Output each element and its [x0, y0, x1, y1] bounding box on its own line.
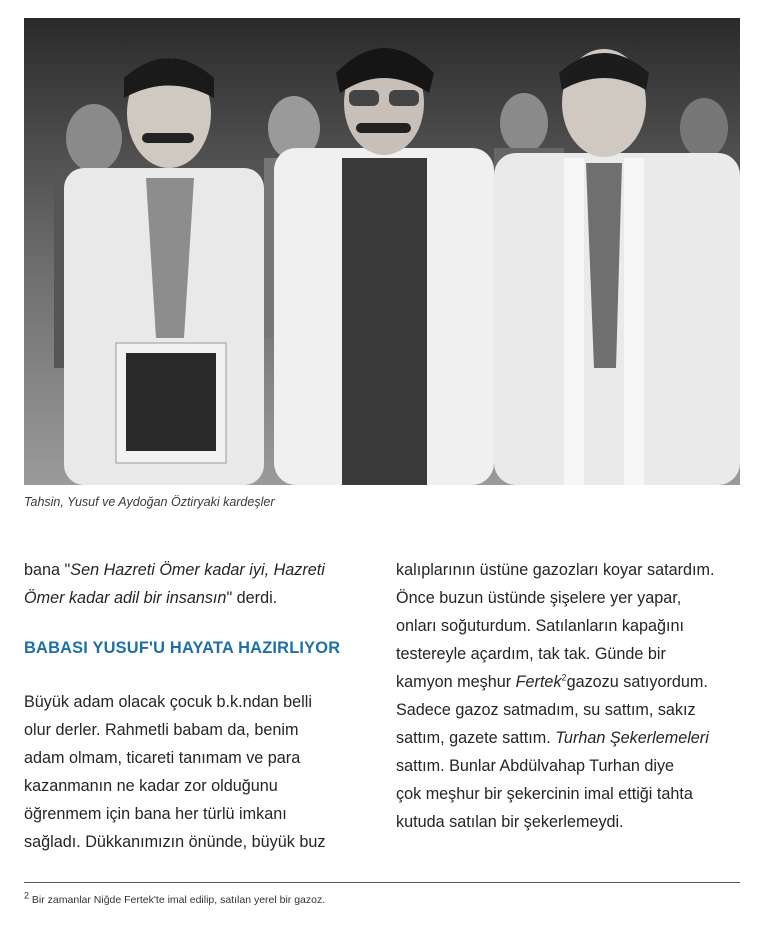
intro-paragraph [24, 556, 364, 612]
body-line [396, 808, 736, 836]
intro-line [24, 556, 364, 584]
italic-run: Ömer kadar adil bir insansın [24, 589, 227, 607]
footnote-ref: 2 [561, 672, 567, 683]
text-run: kamyon meşhur [396, 673, 516, 691]
body-line [396, 584, 736, 612]
left-column [24, 556, 364, 856]
intro-line [24, 584, 364, 612]
body-line [396, 612, 736, 640]
text-run: kalıplarının üstüne gazozları koyar satardım. [396, 561, 715, 579]
body-line [396, 640, 736, 668]
italic-run: Fertek [515, 673, 562, 691]
photo-caption: Tahsin, Yusuf ve Aydoğan Öztiryaki kardeşler [24, 495, 275, 509]
body-line [396, 724, 736, 752]
body-line [396, 752, 736, 780]
body-paragraph [24, 688, 364, 856]
footnote-marker: 2 [24, 890, 30, 901]
body-line: sağladı. Dükkanımızın önünde, büyük buz [24, 833, 326, 851]
italic-run: Turhan Şekerlemeleri [555, 729, 709, 747]
body-line: kazanmanın ne kadar zor olduğunu [24, 777, 278, 795]
body-line [396, 696, 736, 724]
body-line: adam olmam, ticareti tanımam ve para [24, 749, 301, 767]
footnote-divider [24, 882, 740, 883]
text-run: Sadece gazoz satmadım, su sattım, sakız [396, 701, 696, 719]
text-run: sattım, gazete sattım. [396, 729, 556, 747]
text-run: " derdi. [226, 589, 278, 607]
section-heading: BABASI YUSUF'U HAYATA HAZIRLIYOR [24, 639, 341, 657]
footnote-text: Bir zamanlar Niğde Fertek'te imal edilip, satılan yerel bir gazoz. [29, 894, 326, 906]
body-line: Büyük adam olacak çocuk b.k.ndan belli [24, 693, 312, 711]
right-column [396, 556, 736, 836]
text-run: kutuda satılan bir şekerlemeydi. [396, 813, 624, 831]
body-line [396, 780, 736, 808]
text-run: testereyle açardım, tak tak. Günde bir [396, 645, 666, 663]
body-line: öğrenmem için bana her türlü imkanı [24, 805, 287, 823]
body-line [396, 668, 736, 696]
text-run: bana " [24, 561, 71, 579]
italic-run: Sen Hazreti Ömer kadar iyi, Hazreti [70, 561, 325, 579]
text-run: gazozu satıyordum. [566, 673, 708, 691]
continued-paragraph [396, 556, 736, 836]
footnote [24, 890, 740, 906]
text-run: onları soğuturdum. Satılanların kapağını [396, 617, 684, 635]
body-line [396, 556, 736, 584]
body-line: olur derler. Rahmetli babam da, benim [24, 721, 299, 739]
text-run: sattım. Bunlar Abdülvahap Turhan diye [396, 757, 675, 775]
text-run: çok meşhur bir şekercinin imal ettiği tahta [396, 785, 693, 803]
text-run: Önce buzun üstünde şişelere yer yapar, [396, 589, 682, 607]
photo-three-brothers [24, 18, 740, 485]
